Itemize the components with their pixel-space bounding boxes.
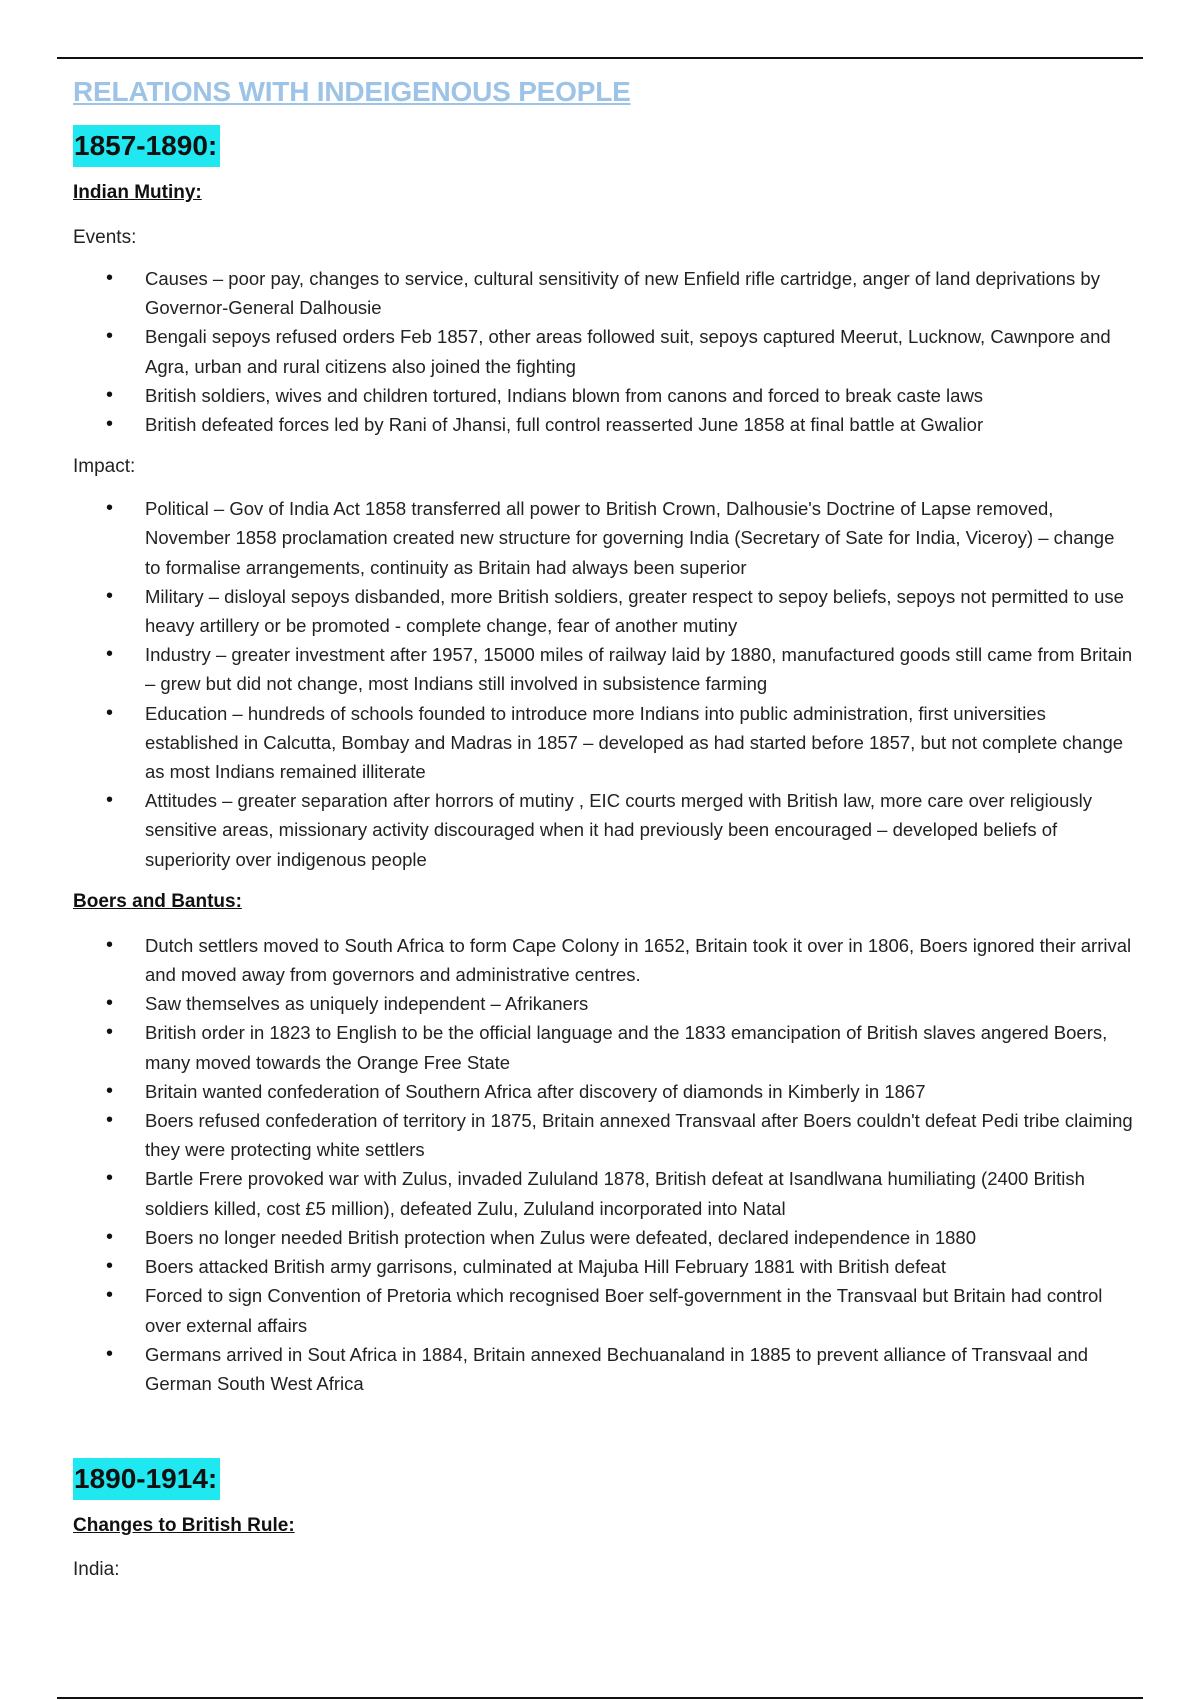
- period-heading-1890-1914: [73, 1458, 1133, 1500]
- subheading-boers-and-bantus: Boers and Bantus:: [73, 890, 242, 912]
- top-border-rule: [57, 57, 1143, 59]
- list-item: • Boers attacked British army garrisons, culminated at Majuba Hill February 1881 with British defeat: [73, 1252, 1133, 1281]
- period-heading-1857-1890: [73, 125, 1133, 167]
- list-item: • British defeated forces led by Rani of Jhansi, full control reasserted June 1858 at final battle at Gwalior: [73, 410, 1133, 439]
- subheading-indian-mutiny: Indian Mutiny:: [73, 182, 202, 203]
- label-impact: Impact:: [73, 456, 136, 478]
- list-item: • Bengali sepoys refused orders Feb 1857, other areas followed suit, sepoys captured Meerut, Lucknow, Cawnpore and Agra, urban and rural citizens also joined the fighting: [73, 322, 1133, 380]
- list-item: • Education – hundreds of schools founded to introduce more Indians into public administration, first universities established in Calcutta, Bombay and Madras in 1857 – developed as had started before 1857, but not complete change as most Indians remained illiterate: [73, 699, 1133, 787]
- subheading-changes-to-british-rule: Changes to British Rule:: [73, 1515, 295, 1537]
- list-item: • British soldiers, wives and children tortured, Indians blown from canons and forced to break caste laws: [73, 381, 1133, 410]
- list-item: • Boers refused confederation of territory in 1875, Britain annexed Transvaal after Boers couldn't defeat Pedi tribe claiming they were protecting white settlers: [73, 1106, 1133, 1164]
- label-events: Events:: [73, 227, 137, 248]
- list-item: • Forced to sign Convention of Pretoria which recognised Boer self-government in the Transvaal but Britain had control over external affairs: [73, 1281, 1133, 1339]
- list-item: • Britain wanted confederation of Southern Africa after discovery of diamonds in Kimberly in 1867: [73, 1077, 1133, 1106]
- list-item: • Military – disloyal sepoys disbanded, more British soldiers, greater respect to sepoy beliefs, sepoys not permitted to use heavy artillery or be promoted - complete change, fear of another mutiny: [73, 582, 1133, 640]
- document-body: [73, 74, 1133, 1583]
- list-item: • Industry – greater investment after 1957, 15000 miles of railway laid by 1880, manufactured goods still came from Britain – grew but did not change, most Indians still involved in subsistence farming: [73, 640, 1133, 698]
- boers-bantus-list: [73, 931, 1133, 1398]
- list-item: • Attitudes – greater separation after horrors of mutiny , EIC courts merged with British law, more care over religiously sensitive areas, missionary activity discouraged when it had previously been encouraged – developed beliefs of superiority over indigenous people: [73, 786, 1133, 874]
- events-list: [73, 264, 1133, 439]
- list-item: • Bartle Frere provoked war with Zulus, invaded Zululand 1878, British defeat at Isandlwana humiliating (2400 British soldiers killed, cost £5 million), defeated Zulu, Zululand incorporated into Natal: [73, 1164, 1133, 1222]
- list-item: • Boers no longer needed British protection when Zulus were defeated, declared independence in 1880: [73, 1223, 1133, 1252]
- list-item: • Dutch settlers moved to South Africa to form Cape Colony in 1652, Britain took it over in 1806, Boers ignored their arrival and moved away from governors and administrative centres.: [73, 931, 1133, 989]
- period-heading-text: 1890-1914:: [73, 1458, 220, 1500]
- list-item: • Political – Gov of India Act 1858 transferred all power to British Crown, Dalhousie's Doctrine of Lapse removed, November 1858 proclamation created new structure for governing India (Secretary of Sate for India, Viceroy) – change to formalise arrangements, continuity as Britain had always been superior: [73, 494, 1133, 582]
- list-item: • Germans arrived in Sout Africa in 1884, Britain annexed Bechuanaland in 1885 to prevent alliance of Transvaal and German South West Africa: [73, 1340, 1133, 1398]
- impact-list: [73, 494, 1133, 874]
- bottom-border-rule: [57, 1697, 1143, 1699]
- label-india: India:: [73, 1559, 120, 1581]
- list-item: • Saw themselves as uniquely independent – Afrikaners: [73, 989, 1133, 1018]
- period-heading-text: 1857-1890:: [73, 125, 220, 167]
- list-item: • Causes – poor pay, changes to service, cultural sensitivity of new Enfield rifle cartridge, anger of land deprivations by Governor-General Dalhousie: [73, 264, 1133, 322]
- document-title: RELATIONS WITH INDEIGENOUS PEOPLE: [73, 76, 631, 107]
- list-item: • British order in 1823 to English to be the official language and the 1833 emancipation of British slaves angered Boers, many moved towards the Orange Free State: [73, 1018, 1133, 1076]
